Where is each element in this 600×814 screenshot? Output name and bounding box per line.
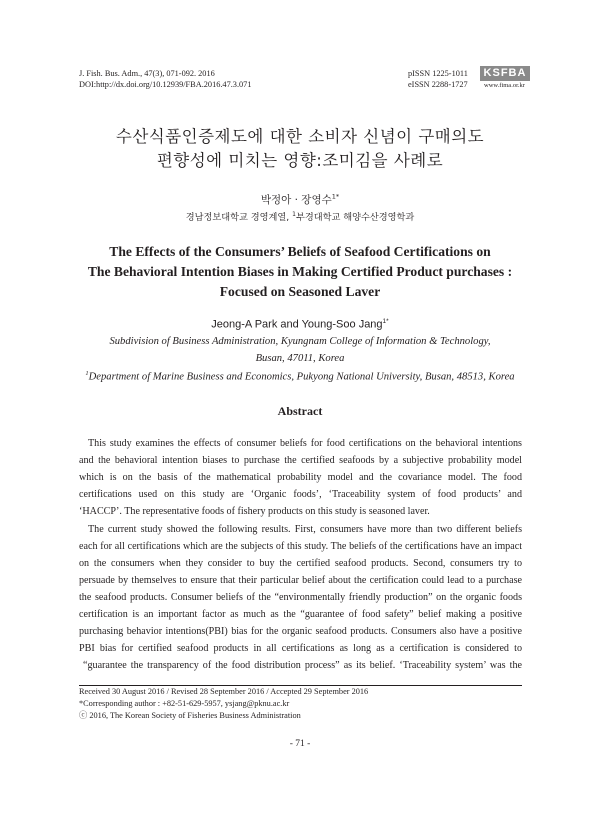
korean-affiliation-2: 부경대학교 해양수산경영학과: [295, 212, 415, 223]
korean-title-line-2: 편향성에 미치는 영향:조미김을 사례로: [156, 151, 444, 170]
abstract-paragraph-2: [79, 521, 522, 675]
abstract-line: ‘HACCP’. The representative foods of fishery products on this study is seasoned laver.: [79, 506, 430, 518]
abstract-line: and the behavioral intention biases to purchase the certified seafoods by a subjective probability model: [79, 455, 522, 467]
korean-affiliation-mark: 1: [292, 210, 296, 218]
copyright-notice: ⓒ 2016, The Korean Society of Fisheries Business Administration: [79, 711, 301, 720]
korean-author-names: 박정아 · 장영수: [260, 194, 332, 206]
affiliation-1-line-1: Subdivision of Business Administration, Kyungnam College of Information & Technology,: [109, 336, 491, 347]
abstract-line: which is on the basis of the mathematical probability model and the covariance model. The food: [79, 472, 522, 484]
corresponding-author: *Corresponding author : +82-51-629-5957, ysjang@pknu.ac.kr: [79, 699, 290, 708]
abstract-line: PBI bias for certified seafood products in all certifications as long as a certification is considered to: [79, 643, 522, 655]
english-title-line-1: The Effects of the Consumers’ Beliefs of Seafood Certifications on: [109, 244, 491, 259]
abstract-line: persuade by themselves to ensure that their particular belief about the certification could lead to a purchase: [79, 574, 522, 586]
abstract-line: The current study showed the following results. First, consumers have more than two different beliefs: [88, 523, 522, 535]
english-author-names: Jeong-A Park and Young-Soo Jang: [211, 318, 383, 331]
journal-logo: KSFBA: [480, 66, 530, 81]
english-title-line-2: The Behavioral Intention Biases in Making Certified Product purchases :: [87, 264, 513, 279]
english-authors: [0, 318, 600, 331]
korean-affiliation-1: 경남정보대학교 경영계열,: [185, 212, 293, 223]
doi-line: DOI:http://dx.doi.org/10.12939/FBA.2016.47.3.071: [79, 80, 252, 89]
abstract-line: certifications used on this study are ‘Organic foods’, ‘Traceability system of food products’ and: [79, 489, 522, 501]
english-author-mark: 1*: [382, 318, 389, 325]
english-title-line-3: Focused on Seasoned Laver: [219, 284, 381, 299]
affiliation-2: [0, 370, 600, 383]
korean-title-line-1: 수산식품인증제도에 대한 소비자 신념이 구매의도: [115, 127, 485, 146]
affiliation-2-mark: 1: [85, 370, 89, 377]
abstract-line: certification is an important factor as much as the “guarantee of food safety” belief making a positive: [79, 608, 522, 620]
journal-citation: J. Fish. Bus. Adm., 47(3), 071-092. 2016: [79, 69, 215, 78]
korean-authors: [0, 192, 600, 207]
affiliation-1-line-2: Busan, 47011, Korea: [255, 353, 345, 364]
eissn: eISSN 2288-1727: [408, 80, 468, 89]
korean-author-mark: 1*: [331, 192, 340, 201]
abstract-paragraph-1: [79, 435, 522, 520]
abstract-line: on the consumers when they consider to buy the certified seafood products. Second, consumers try to: [79, 557, 522, 569]
abstract-line: purchasing behavior intentions(PBI) bias for the organic seafood products. Consumers also have a positive: [79, 626, 522, 638]
abstract-line: This study examines the effects of consumer beliefs for food certifications on the behavioral intentions: [88, 438, 522, 449]
korean-affiliation: [0, 209, 600, 223]
abstract-line: “guarantee the transparency of the food distribution process” as its belief. ‘Traceability system’ was the: [83, 660, 522, 672]
abstract-line: the seafood products. Consumer beliefs of the “environmentally friendly production” on the organic foods: [79, 591, 522, 603]
journal-url: www.fima.or.kr: [484, 82, 525, 89]
pissn: pISSN 1225-1011: [408, 69, 468, 78]
abstract-line: each for all certifications which are the subjects of this study. The beliefs of the certifications have an impact: [79, 540, 522, 552]
page-number: - 71 -: [289, 739, 311, 749]
affiliation-2-text: Department of Marine Business and Economics, Pukyong National University, Busan, 48513, Korea: [88, 371, 515, 383]
received-dates: Received 30 August 2016 / Revised 28 September 2016 / Accepted 29 September 2016: [79, 687, 369, 696]
abstract-heading: Abstract: [277, 404, 323, 418]
